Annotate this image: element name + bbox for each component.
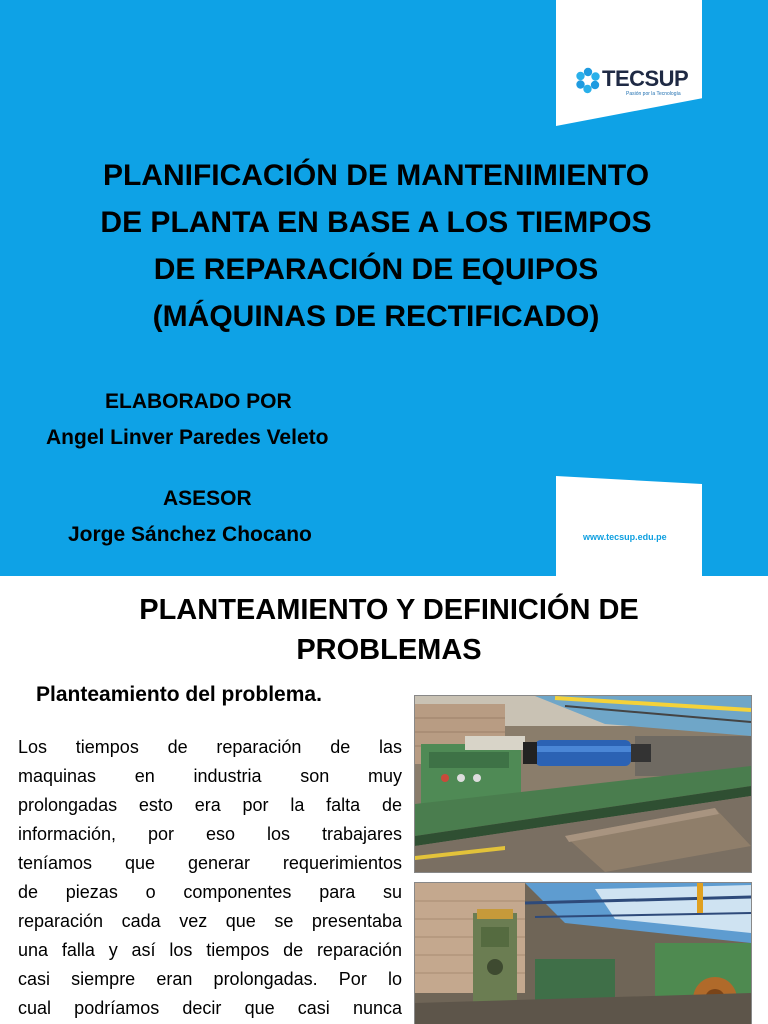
author-name: Angel Linver Paredes Veleto: [46, 426, 329, 449]
tecsup-logo-icon: [574, 66, 602, 94]
website-url: www.tecsup.edu.pe: [583, 532, 667, 542]
subsection-title: Planteamiento del problema.: [36, 683, 322, 706]
body-line: de piezas o componentes para su: [18, 882, 402, 902]
elaborado-label: ELABORADO POR: [105, 390, 292, 413]
title-line: DE REPARACIÓN DE EQUIPOS: [153, 253, 599, 286]
logo-card: [556, 0, 702, 126]
section-title-line: PROBLEMAS: [296, 634, 482, 666]
advisor-name: Jorge Sánchez Chocano: [68, 523, 312, 546]
title-line: (MÁQUINAS DE RECTIFICADO): [152, 300, 600, 333]
workshop-machine-photo: [414, 882, 752, 1024]
body-line: casi siempre eran prolongadas. Por lo: [18, 969, 402, 989]
body-line: información, por eso los trabajares: [18, 824, 402, 844]
asesor-label: ASESOR: [163, 487, 252, 510]
problem-slide: [0, 576, 768, 1024]
section-title: [0, 590, 768, 670]
body-line: maquinas en industria son muy: [18, 766, 402, 786]
body-line: una falla y así los tiempos de reparación: [18, 940, 402, 960]
logo-wordmark: TECSUP: [602, 66, 689, 91]
body-line: prolongadas esto era por la falta de: [18, 795, 402, 815]
body-line: teníamos que generar requerimientos: [18, 853, 402, 873]
url-card: [556, 476, 702, 576]
section-title-line: PLANTEAMIENTO Y DEFINICIÓN DE: [139, 594, 639, 626]
body-line: reparación cada vez que se presentaba: [18, 911, 402, 931]
presentation-title: [30, 152, 722, 340]
lathe-machine-illustration: [415, 696, 751, 872]
logo-tagline: Pasión por la Tecnología: [626, 91, 681, 97]
body-line: cual podríamos decir que casi nunca: [18, 998, 402, 1018]
title-line: DE PLANTA EN BASE A LOS TIEMPOS: [100, 206, 652, 239]
body-paragraph: [18, 733, 402, 1023]
tecsup-logo: [574, 64, 694, 104]
workshop-machine-illustration: [415, 883, 751, 1024]
lathe-machine-photo: [414, 695, 752, 873]
title-line: PLANIFICACIÓN DE MANTENIMIENTO: [102, 159, 650, 192]
body-line: Los tiempos de reparación de las: [18, 737, 402, 757]
